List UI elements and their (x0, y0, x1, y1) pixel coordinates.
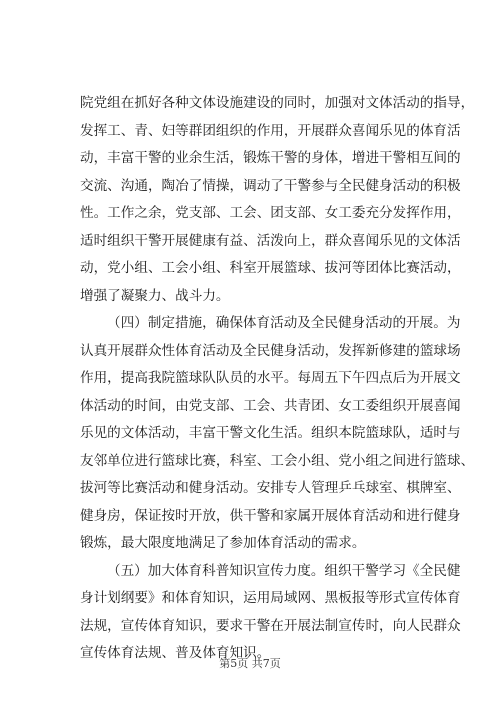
text-line: 发挥工、青、妇等群团组织的作用，开展群众喜闻乐见的体育活 (80, 122, 461, 139)
text-line: 身计划纲要》和体育知识，运用局域网、黑板报等形式宣传体育 (80, 590, 461, 606)
text-line: 院党组在抓好各种文体设施建设的同时，加强对文体活动的指导， (80, 95, 475, 111)
text-line: 性。工作之余，党支部、工会、团支部、女工委充分发挥作用， (80, 205, 461, 221)
page-number: 第5页 共7页 (219, 657, 281, 670)
text-line: （五）加大体育科普知识宣传力度。组织干警学习《全民健 (107, 562, 461, 579)
text-line: 健身房，保证按时开放，供干警和家属开展体育活动和进行健身 (80, 507, 461, 524)
text-line: 拔河等比赛活动和健身活动。安排专人管理乒乓球室、棋牌室、 (80, 480, 461, 496)
text-line: 增强了凝聚力、战斗力。 (80, 287, 230, 304)
text-line: （四）制定措施，确保体育活动及全民健身活动的开展。为 (107, 315, 461, 331)
text-line: 法规，宣传体育知识，要求干警在开展法制宣传时，向人民群众 (80, 617, 461, 634)
text-line: 作用，提高我院篮球队队员的水平。每周五下午四点后为开展文 (80, 370, 461, 386)
page-footer (0, 655, 500, 671)
text-line: 交流、沟通，陶冶了情操，调动了干警参与全民健身活动的积极 (80, 177, 461, 194)
text-line: 适时组织干警开展健康有益、活泼向上，群众喜闻乐见的文体活 (80, 232, 461, 249)
document-body (80, 90, 475, 668)
text-line: 友邻单位进行篮球比赛，科室、工会小组、党小组之间进行篮球、 (80, 452, 475, 469)
paragraph (80, 310, 475, 558)
text-line: 乐见的文体活动，丰富干警文化生活。组织本院篮球队，适时与 (80, 425, 461, 441)
text-line: 动，党小组、工会小组、科室开展篮球、拔河等团体比赛活动， (80, 260, 461, 276)
text-line: 锻炼，最大限度地满足了参加体育活动的需求。 (80, 535, 366, 551)
paragraph (80, 558, 461, 668)
text-line: 体活动的时间，由党支部、工会、共青团、女工委组织开展喜闻 (80, 397, 461, 414)
text-line: 宣传体育法规、普及体育知识。 (80, 645, 271, 661)
text-line: 认真开展群众性体育活动及全民健身活动，发挥新修建的篮球场 (80, 342, 461, 359)
text-line: 动，丰富干警的业余生活，锻炼干警的身体，增进干警相互间的 (80, 150, 461, 166)
paragraph (80, 90, 475, 310)
